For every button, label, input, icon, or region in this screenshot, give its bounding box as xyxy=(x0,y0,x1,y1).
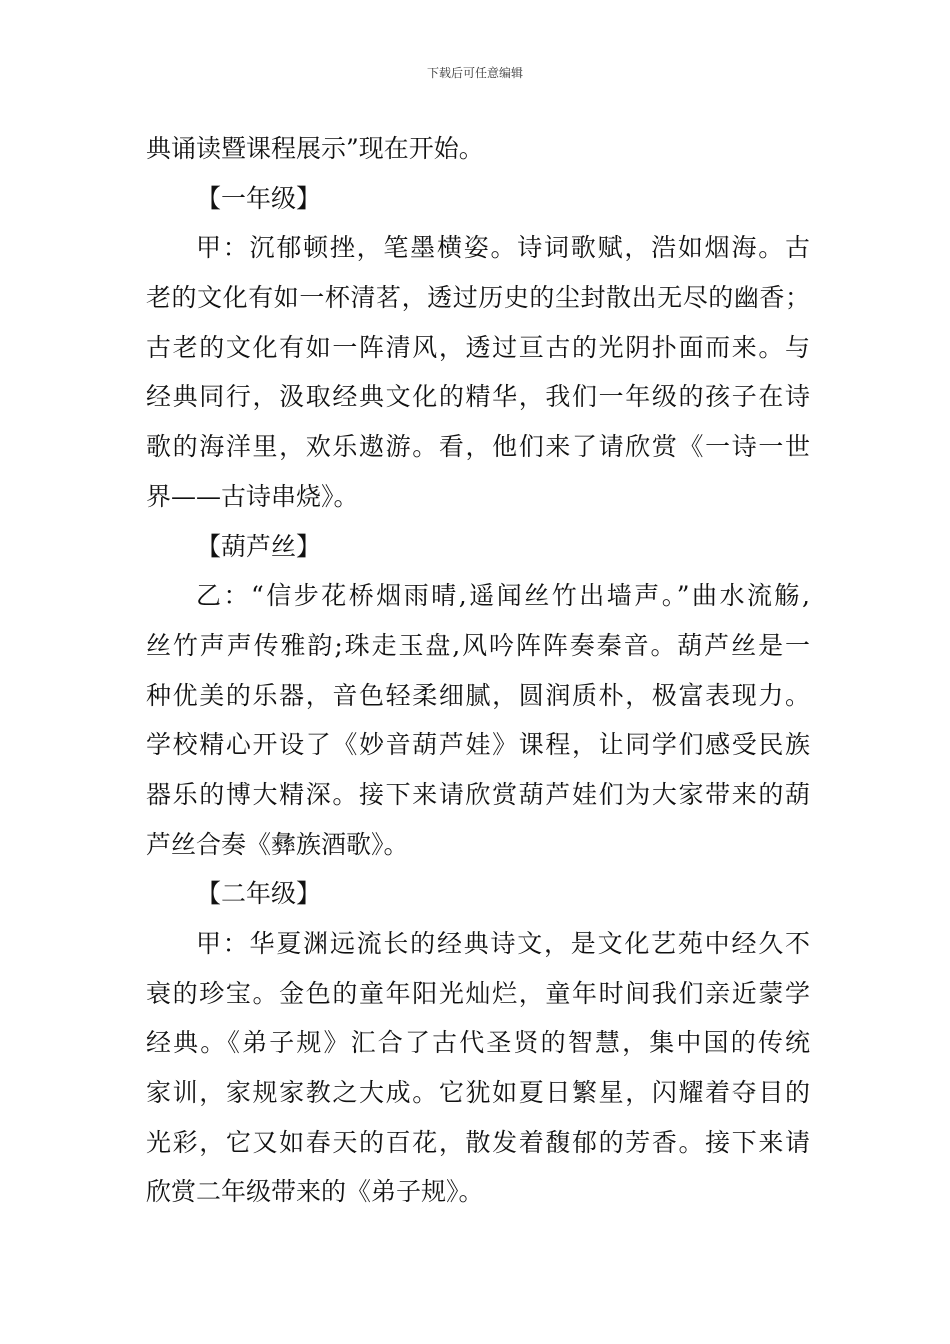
text-line: 乙：“信步花桥烟雨晴,遥闻丝竹出墙声。”曲水流觞, xyxy=(196,581,810,611)
text-line: 【葫芦丝】 xyxy=(196,531,322,561)
text-line: 古老的文化有如一阵清风，透过亘古的光阴扑面而来。与 xyxy=(146,332,810,362)
text-line: 【一年级】 xyxy=(196,183,322,213)
text-line: 甲：华夏渊远流长的经典诗文，是文化艺苑中经久不 xyxy=(196,929,810,958)
text-line: 甲：沉郁顿挫，笔墨横姿。诗词歌赋，浩如烟海。古 xyxy=(196,233,810,263)
text-line: 老的文化有如一杯清茗，透过历史的尘封散出无尽的幽香； xyxy=(146,283,810,313)
text-line: 光彩，它又如春天的百花，散发着馥郁的芳香。接下来请 xyxy=(146,1127,810,1157)
text-line: 丝竹声声传雅韵;珠走玉盘,风吟阵阵奏秦音。葫芦丝是一 xyxy=(146,630,810,660)
text-line: 衰的珍宝。金色的童年阳光灿烂，童年时间我们亲近蒙学 xyxy=(146,978,810,1008)
document-body xyxy=(146,124,810,1217)
text-line: 器乐的博大精深。接下来请欣赏葫芦娃们为大家带来的葫 xyxy=(146,779,810,809)
text-line: 经典。《弟子规》汇合了古代圣贤的智慧，集中国的传统 xyxy=(146,1028,810,1058)
text-line: 【二年级】 xyxy=(196,879,322,909)
text-line: 经典同行，汲取经典文化的精华，我们一年级的孩子在诗 xyxy=(146,382,810,412)
text-line: 家训，家规家教之大成。它犹如夏日繁星，闪耀着夺目的 xyxy=(146,1078,810,1108)
text-line: 歌的海洋里，欢乐遨游。看，他们来了请欣赏《一诗一世 xyxy=(146,432,810,462)
page-header: 下载后可任意编辑 xyxy=(426,66,523,80)
text-line: 典诵读暨课程展示”现在开始。 xyxy=(146,134,484,163)
text-line: 界——古诗串烧》。 xyxy=(146,481,359,511)
text-line: 种优美的乐器，音色轻柔细腻，圆润质朴，极富表现力。 xyxy=(146,680,810,710)
text-line: 学校精心开设了《妙音葫芦娃》课程，让同学们感受民族 xyxy=(146,730,810,760)
text-line: 欣赏二年级带来的《弟子规》。 xyxy=(146,1177,484,1207)
text-line: 芦丝合奏《彝族酒歌》。 xyxy=(146,829,409,859)
